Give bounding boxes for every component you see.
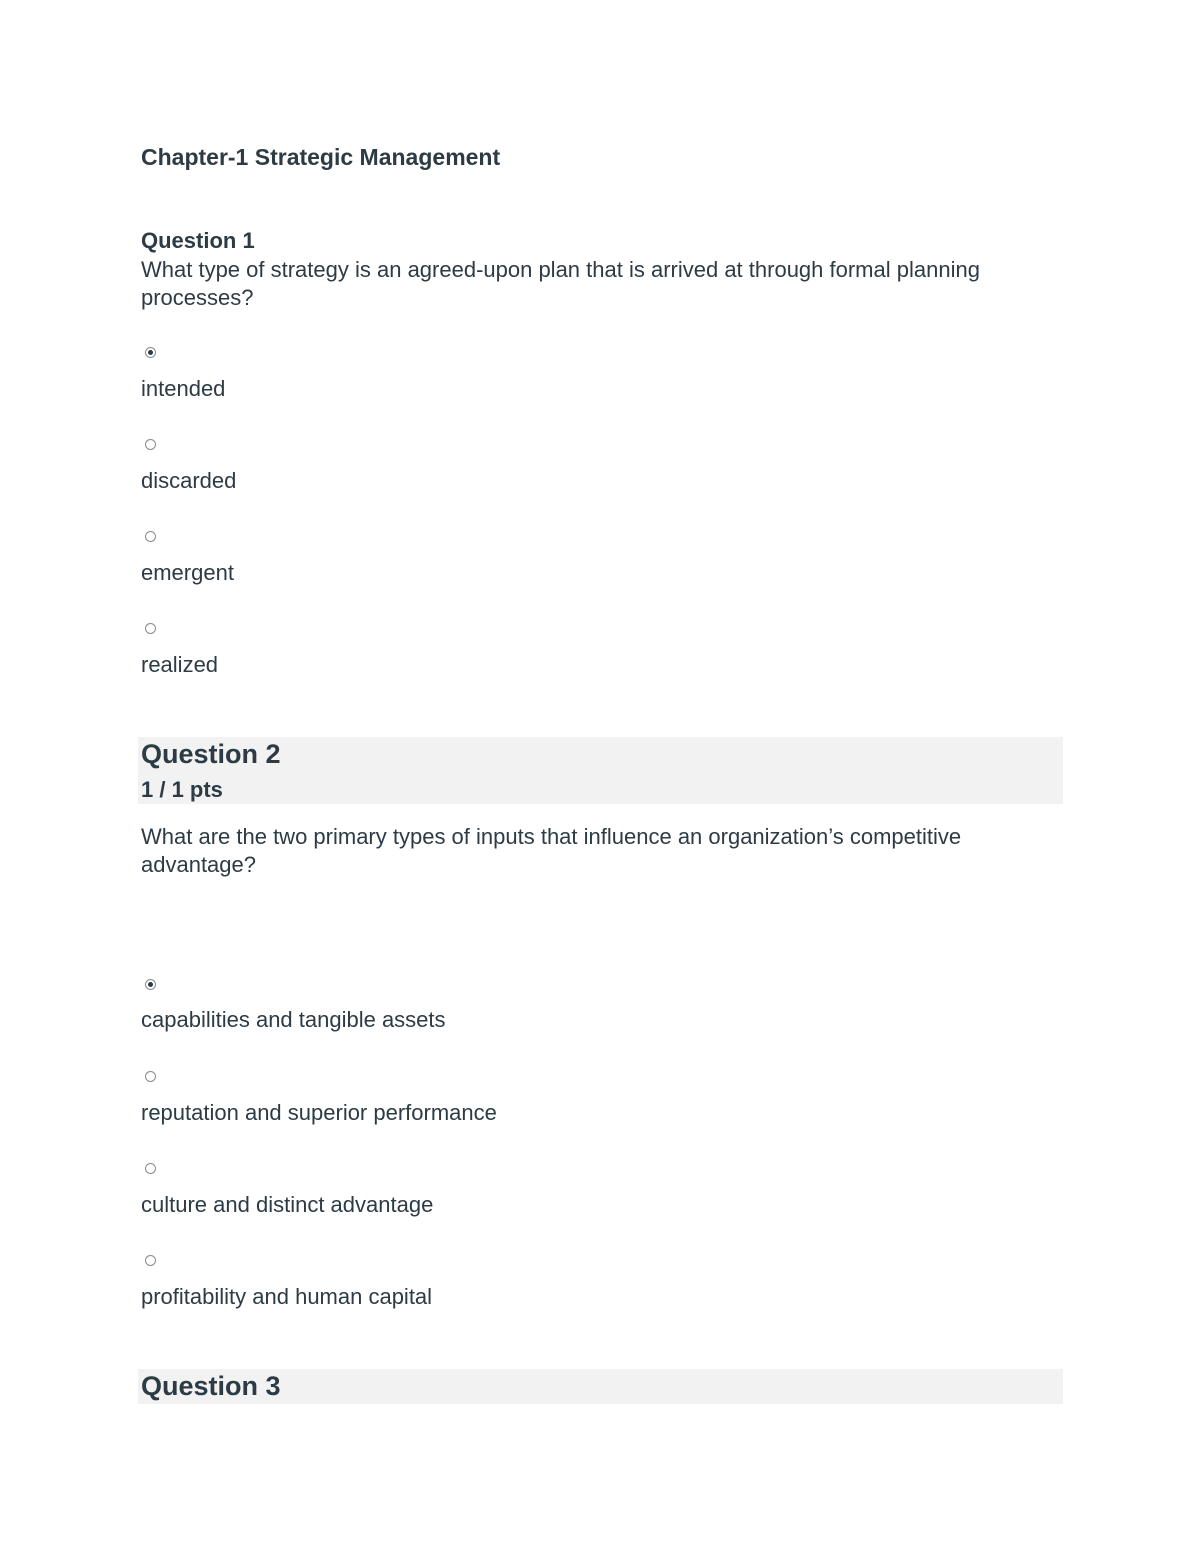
page-title: Chapter-1 Strategic Management [141, 144, 501, 170]
question-2-answer-4-label: profitability and human capital [141, 1284, 433, 1309]
question-3-title: Question 3 [141, 1371, 281, 1401]
question-1-answer-1-label: intended [141, 376, 226, 401]
question-2-answer-4-radio[interactable] [145, 1255, 156, 1266]
question-1-answer-3-radio[interactable] [145, 531, 156, 542]
question-1-answer-2-label: discarded [141, 468, 237, 493]
question-2-answer-2-label: reputation and superior performance [141, 1100, 497, 1125]
question-2-text: What are the two primary types of inputs that influence an organization’s competitive advantage? [141, 824, 962, 877]
question-3-header [138, 1369, 1063, 1404]
question-2-answer-3-radio[interactable] [145, 1163, 156, 1174]
question-2-answer-1-label: capabilities and tangible assets [141, 1007, 446, 1032]
question-2-points: 1 / 1 pts [141, 777, 223, 802]
question-1-answer-4-label: realized [141, 652, 219, 677]
question-1-answer-2-radio[interactable] [145, 439, 156, 450]
question-2-answer-2-radio[interactable] [145, 1071, 156, 1082]
question-2-title: Question 2 [141, 739, 281, 769]
question-1-label: Question 1 [141, 228, 255, 253]
question-2-header [138, 737, 1063, 804]
question-1-answer-1-radio[interactable] [145, 347, 156, 358]
question-2-answer-1-radio[interactable] [145, 979, 156, 990]
question-1-answer-4-radio[interactable] [145, 623, 156, 634]
question-1-text: What type of strategy is an agreed-upon plan that is arrived at through formal planning processes? [141, 257, 980, 310]
question-1-answer-3-label: emergent [141, 560, 234, 585]
question-2-answer-3-label: culture and distinct advantage [141, 1192, 434, 1217]
